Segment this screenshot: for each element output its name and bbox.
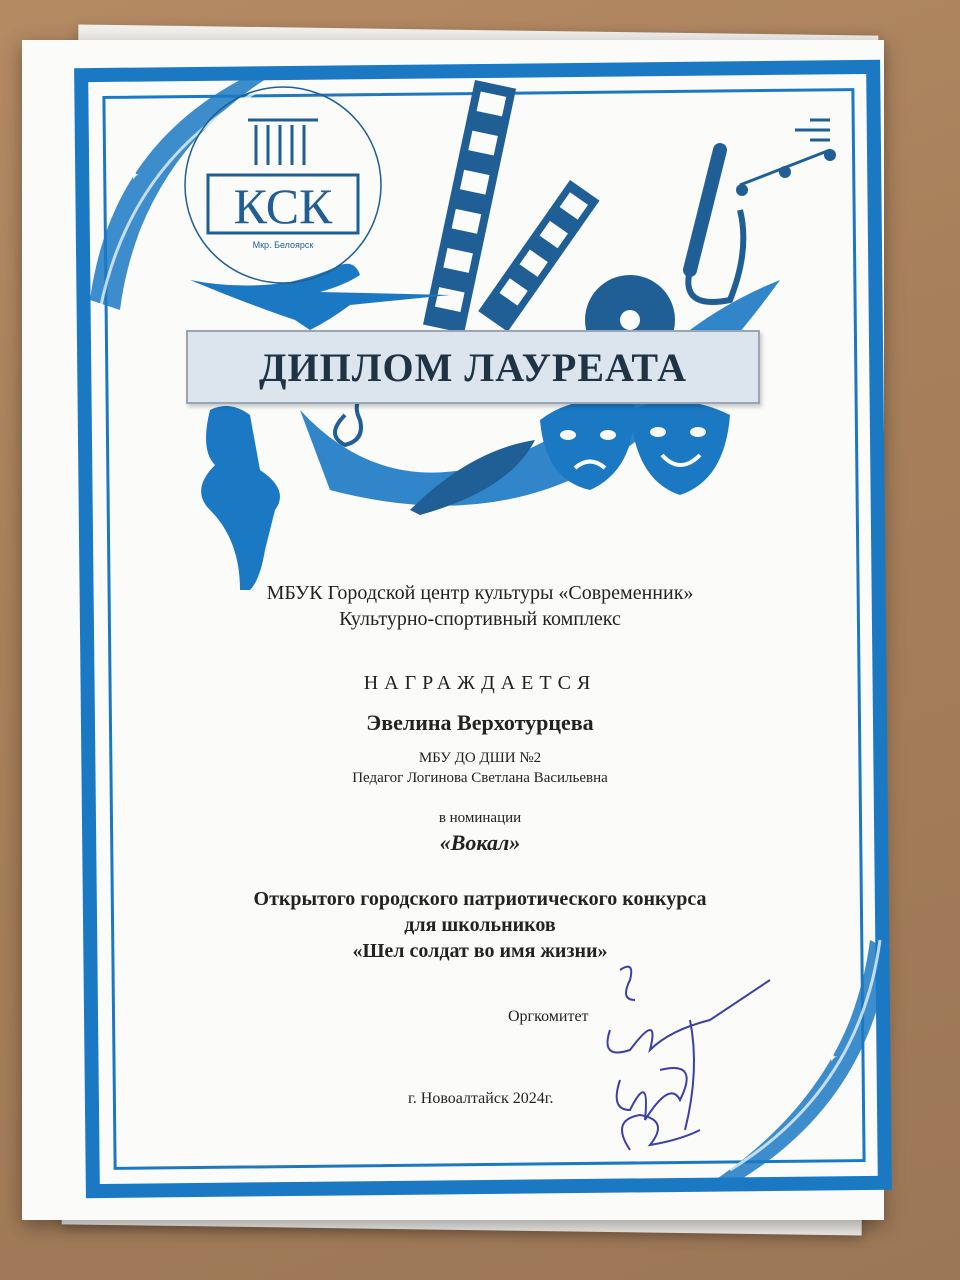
organization-line-1: МБУК Городской центр культуры «Современник» xyxy=(266,582,694,604)
contest-line-1: Открытого городского патриотического конкурса xyxy=(253,888,707,910)
music-notes-icon xyxy=(736,120,836,196)
theater-masks-icon xyxy=(540,400,730,495)
contest-title: «Шел солдат во имя жизни» xyxy=(352,940,608,962)
sparkle-icon: ✦ xyxy=(826,1051,838,1066)
trumpet-icon xyxy=(688,150,743,302)
contest-line-2: для школьников xyxy=(404,914,556,936)
dancer-silhouette-bottom xyxy=(201,406,280,590)
diploma-title: ДИПЛОМ ЛАУРЕАТА xyxy=(258,344,687,390)
teacher-name: Педагог Логинова Светлана Васильевна xyxy=(352,770,608,786)
orgcommittee-label: Оргкомитет xyxy=(508,1008,589,1025)
ksk-logo xyxy=(178,80,388,290)
nomination-value: «Вокал» xyxy=(439,830,521,855)
title-box xyxy=(186,330,760,404)
sparkle-icon: ✦ xyxy=(128,169,140,184)
awarded-label: НАГРАЖДАЕТСЯ xyxy=(363,672,597,694)
logo-letters: КСК xyxy=(233,178,333,234)
signature xyxy=(590,950,790,1160)
film-strip-curve-icon xyxy=(478,180,599,332)
school-name: МБУ ДО ДШИ №2 xyxy=(418,750,542,766)
logo-sub: Мкр. Белоярск xyxy=(252,240,314,250)
organization-line-2: Культурно-спортивный комплекс xyxy=(339,608,621,630)
nomination-label: в номинации xyxy=(438,810,522,826)
city-year: г. Новоалтайск 2024г. xyxy=(408,1090,554,1107)
recipient-name: Эвелина Верхотурцева xyxy=(366,710,594,735)
